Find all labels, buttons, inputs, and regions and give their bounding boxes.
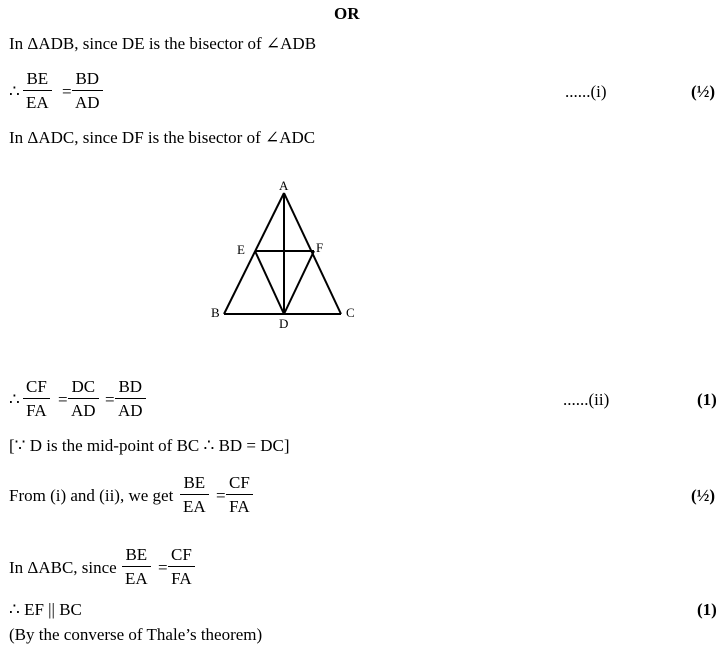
equation-reference: ......(ii) bbox=[563, 390, 610, 409]
label-e: E bbox=[237, 242, 245, 257]
fraction-cf-fa bbox=[168, 546, 195, 587]
statement-midpoint: [∵ D is the mid-point of BC ∴ BD = DC] bbox=[9, 436, 290, 455]
marks-label: (1) bbox=[697, 390, 717, 409]
fraction-denominator: AD bbox=[72, 90, 103, 111]
equals-sign: = bbox=[58, 390, 68, 409]
fraction-numerator: BD bbox=[75, 69, 100, 88]
equation-lead-text: From (i) and (ii), we get bbox=[9, 486, 174, 505]
fraction-numerator: DC bbox=[71, 377, 96, 396]
fraction-numerator: BE bbox=[183, 473, 206, 492]
fraction-denominator: AD bbox=[115, 398, 146, 419]
fraction-be-ea bbox=[180, 474, 209, 515]
equation-lead-text: In ΔABC, since bbox=[9, 558, 117, 577]
theorem-reference: (By the converse of Thale’s theorem) bbox=[9, 625, 263, 644]
fraction-dc-ad bbox=[68, 378, 99, 419]
equation-reference: ......(i) bbox=[565, 82, 607, 101]
fraction-numerator: CF bbox=[229, 473, 250, 492]
fraction-numerator: CF bbox=[26, 377, 47, 396]
fraction-denominator: FA bbox=[168, 566, 194, 587]
fraction-be-ea bbox=[122, 546, 151, 587]
triangle-figure bbox=[200, 175, 370, 335]
fraction-denominator: FA bbox=[23, 398, 49, 419]
segment-fd bbox=[284, 251, 314, 314]
equals-sign: = bbox=[216, 486, 226, 505]
fraction-cf-fa bbox=[226, 474, 253, 515]
fraction-denominator: EA bbox=[180, 494, 209, 515]
conclusion-ef-parallel-bc: ∴ EF || BC bbox=[9, 600, 82, 619]
statement-df-bisector: In ΔADC, since DF is the bisector of ∠ADC bbox=[9, 128, 316, 147]
fraction-denominator: EA bbox=[122, 566, 151, 587]
marks-label: (1) bbox=[697, 600, 717, 619]
equals-sign: = bbox=[105, 390, 115, 409]
segment-ed bbox=[255, 251, 284, 314]
marks-label: (½) bbox=[691, 82, 716, 101]
label-f: F bbox=[316, 240, 324, 255]
equals-sign: = bbox=[62, 82, 72, 101]
fraction-bd-ad bbox=[72, 70, 103, 111]
label-a: A bbox=[279, 178, 289, 193]
fraction-denominator: AD bbox=[68, 398, 99, 419]
label-d: D bbox=[279, 316, 289, 331]
statement-de-bisector: In ΔADB, since DE is the bisector of ∠ADB bbox=[9, 34, 317, 53]
heading-or: OR bbox=[334, 4, 360, 23]
fraction-numerator: CF bbox=[171, 545, 192, 564]
fraction-numerator: BE bbox=[125, 545, 148, 564]
fraction-numerator: BD bbox=[118, 377, 143, 396]
label-b: B bbox=[211, 305, 220, 320]
label-c: C bbox=[346, 305, 355, 320]
fraction-cf-fa bbox=[23, 378, 50, 419]
fraction-bd-ad bbox=[115, 378, 146, 419]
marks-label: (½) bbox=[691, 486, 716, 505]
therefore-symbol: ∴ bbox=[9, 390, 20, 409]
fraction-denominator: FA bbox=[226, 494, 252, 515]
fraction-denominator: EA bbox=[23, 90, 52, 111]
equals-sign: = bbox=[158, 558, 168, 577]
fraction-be-ea bbox=[23, 70, 52, 111]
therefore-symbol: ∴ bbox=[9, 82, 20, 101]
fraction-numerator: BE bbox=[26, 69, 49, 88]
